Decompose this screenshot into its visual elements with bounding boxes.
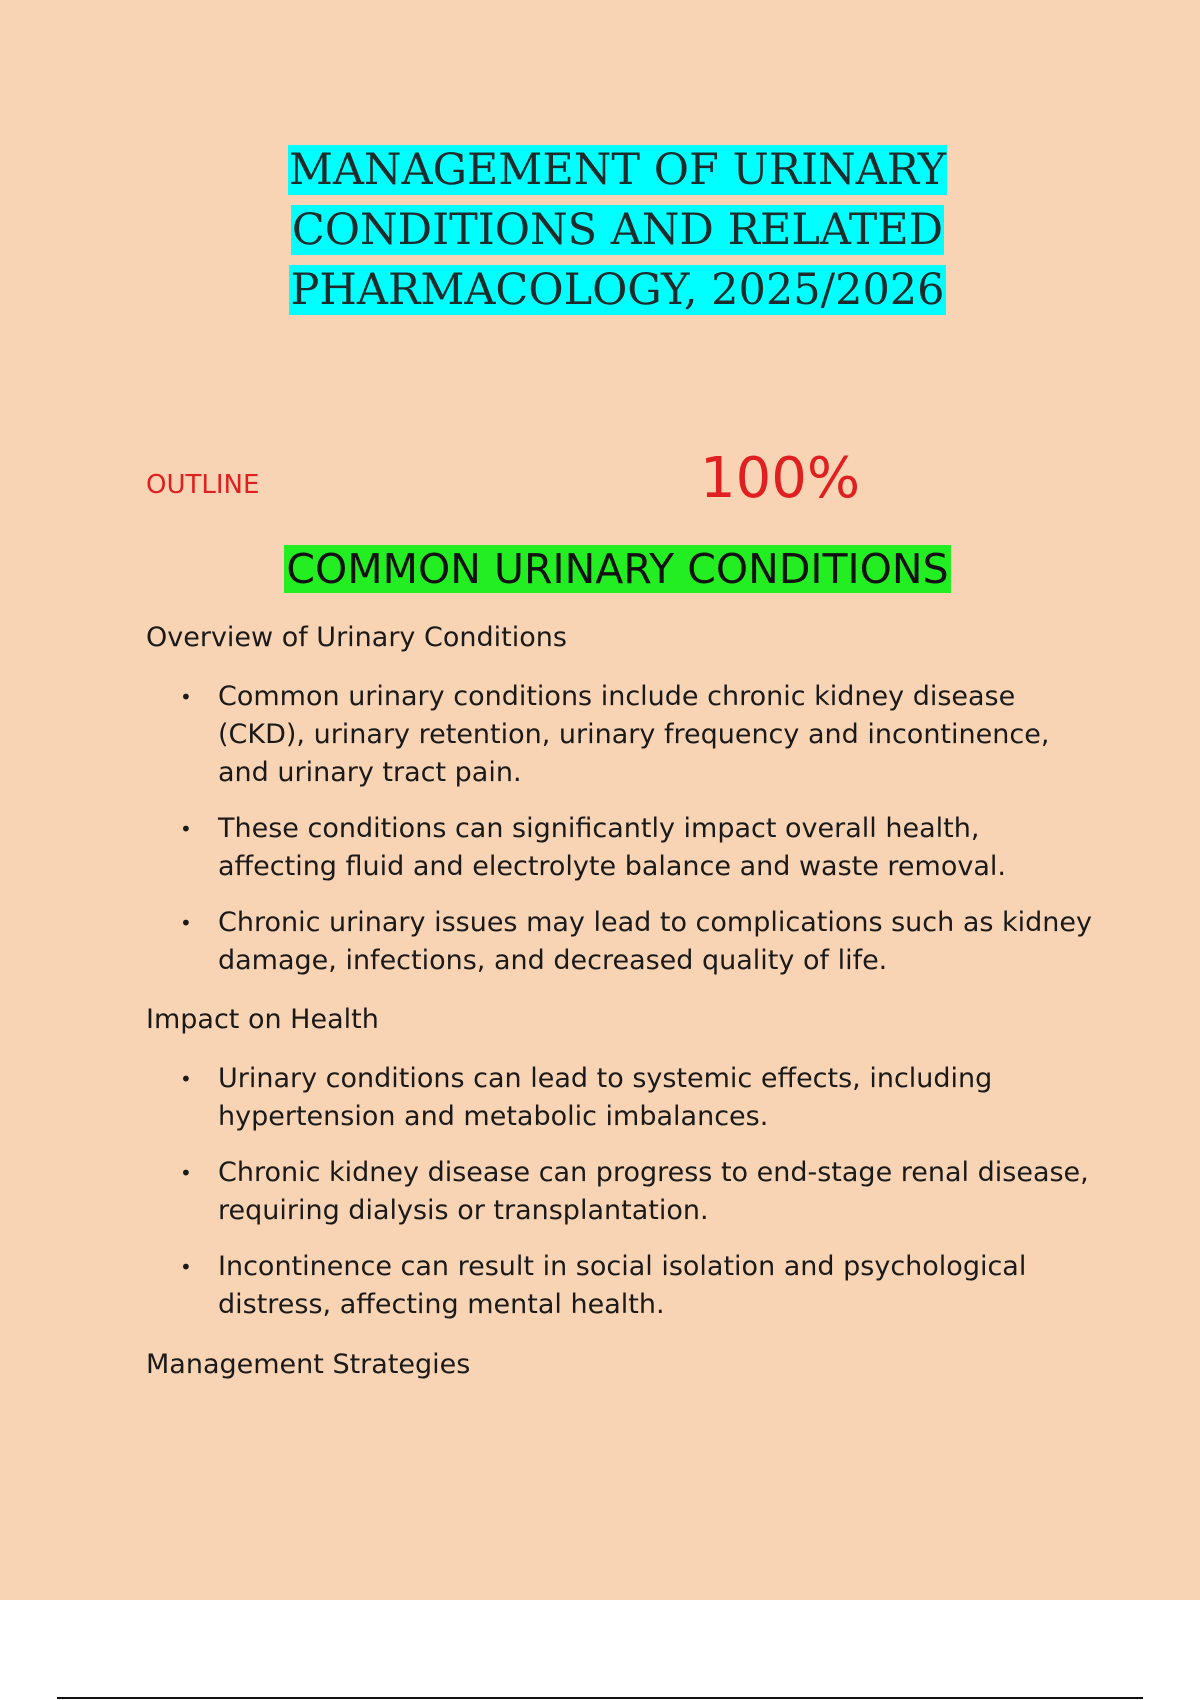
title-line: CONDITIONS AND RELATED	[291, 205, 944, 255]
list-item-text: Chronic kidney disease can progress to end-stage renal disease, requiring dialysis or transplantation.	[218, 1157, 1089, 1226]
title-line: PHARMACOLOGY, 2025/2026	[290, 265, 945, 315]
bullet-list-overview	[146, 678, 1096, 998]
list-item-text: Incontinence can result in social isolation and psychological distress, affecting mental health.	[218, 1251, 1027, 1320]
bullet-dot: •	[180, 1067, 192, 1091]
title-line: MANAGEMENT OF URINARY	[288, 145, 947, 195]
list-item	[146, 810, 1096, 886]
list-item	[146, 1154, 1096, 1230]
document-title	[0, 140, 1200, 320]
list-item-text: Urinary conditions can lead to systemic effects, including hypertension and metabolic imbalances.	[218, 1063, 993, 1132]
section-heading	[0, 544, 1200, 594]
bullet-dot: •	[180, 817, 192, 841]
subheading-impact: Impact on Health	[146, 1004, 379, 1035]
bullet-dot: •	[180, 685, 192, 709]
score-percent: 100%	[700, 446, 861, 511]
bullet-dot: •	[180, 1161, 192, 1185]
list-item-text: Chronic urinary issues may lead to complications such as kidney damage, infections, and decreased quality of life.	[218, 907, 1093, 976]
bullet-dot: •	[180, 911, 192, 935]
bullet-list-impact	[146, 1060, 1096, 1342]
outline-label: OUTLINE	[146, 470, 260, 500]
list-item	[146, 904, 1096, 980]
list-item	[146, 678, 1096, 792]
subheading-management: Management Strategies	[146, 1349, 471, 1380]
footer-divider	[57, 1697, 1143, 1699]
subheading-overview: Overview of Urinary Conditions	[146, 622, 567, 653]
list-item-text: These conditions can significantly impact overall health, affecting fluid and electrolyte balance and waste removal.	[218, 813, 1006, 882]
list-item	[146, 1248, 1096, 1324]
list-item-text: Common urinary conditions include chronic kidney disease (CKD), urinary retention, urinary frequency and incontinence, and urinary tract pain.	[218, 681, 1050, 788]
section-heading-text: COMMON URINARY CONDITIONS	[286, 545, 949, 593]
list-item	[146, 1060, 1096, 1136]
bullet-dot: •	[180, 1255, 192, 1279]
